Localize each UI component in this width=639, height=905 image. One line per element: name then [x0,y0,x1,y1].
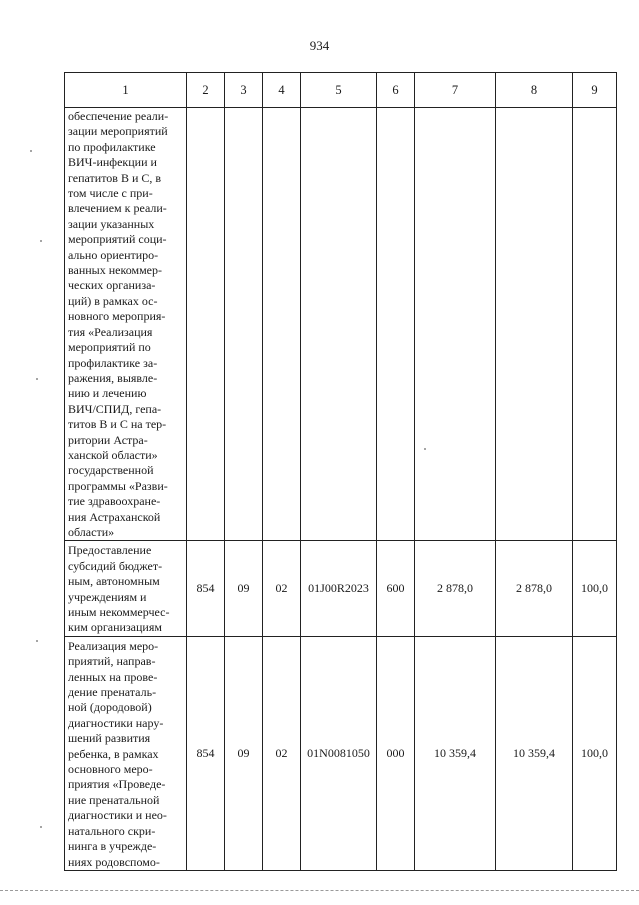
row-cell-7 [415,108,496,541]
row-name-line: Реализация меро- [68,638,159,653]
row-name-line: ванных некоммер- [68,263,162,278]
table-row [65,108,617,541]
row-name-line: мероприятий по [68,340,151,355]
row-name-line: натального скри- [68,823,156,838]
row-name-cell [65,541,187,636]
row-cell-2: 854 [187,636,225,870]
budget-table [64,72,617,871]
row-name-line: ния Астраханской [68,509,161,524]
row-cell-7: 10 359,4 [415,636,496,870]
row-name-line: ражения, выявле- [68,370,158,385]
scan-edge-line [0,890,639,891]
row-cell-9 [573,108,617,541]
row-cell-6: 600 [377,541,415,636]
row-name-cell [65,636,187,870]
row-cell-7: 2 878,0 [415,541,496,636]
row-name-line: ким организациям [68,620,162,635]
row-name-line: программы «Разви- [68,478,168,493]
row-cell-3: 09 [225,636,263,870]
header-cell-2: 2 [187,73,225,108]
row-name-line: ленных на прове- [68,669,158,684]
row-name-line: основного меро- [68,762,153,777]
scan-speck [40,826,42,828]
header-row [65,73,617,108]
scan-speck [36,640,38,642]
row-name-line: иным некоммерчес- [68,605,170,619]
row-name-line: ВИЧ/СПИД, гепа- [68,401,162,416]
row-cell-3: 09 [225,541,263,636]
scan-speck [30,150,32,152]
row-name-line: Предоставление [68,543,152,558]
row-name-line: гепатитов В и С, в [68,170,162,185]
row-cell-4: 02 [263,541,301,636]
header-cell-4: 4 [263,73,301,108]
table-row [65,636,617,870]
row-name-line: обеспечение реали- [68,109,169,123]
row-cell-9: 100,0 [573,636,617,870]
row-cell-4: 02 [263,636,301,870]
row-name-line: диагностики и нео- [68,808,167,823]
row-name-line: шений развития [68,731,151,746]
header-cell-6: 6 [377,73,415,108]
row-name-line: области» [68,524,115,539]
row-name-line: ритории Астра- [68,432,148,447]
row-name-line: титов В и С на тер- [68,417,167,432]
page-number: 934 [309,38,330,53]
table-row [65,541,617,636]
row-name-line: тия «Реализация [68,324,153,339]
row-name-line: по профилактике [68,139,156,154]
row-name-line: приятия «Проведе- [68,777,166,792]
row-name-line: зации указанных [68,216,155,231]
row-name-line: профилактике за- [68,355,158,370]
row-name-line: ханской области» [68,447,158,462]
row-cell-4 [263,108,301,541]
row-cell-8 [496,108,573,541]
row-cell-8: 2 878,0 [496,541,573,636]
row-name-line: новного мероприя- [68,309,166,324]
row-name-line: ребенка, в рамках [68,746,159,761]
header-cell-9: 9 [573,73,617,108]
row-name-line: нию и лечению [68,386,147,401]
row-cell-6 [377,108,415,541]
row-name-line: ций) в рамках ос- [68,293,158,308]
row-name-line: государственной [68,463,154,478]
row-name-line: учреждениям и [68,589,147,604]
row-cell-2: 854 [187,541,225,636]
row-name-line: влечением к реали- [68,201,167,216]
row-name-line: нинга в учрежде- [68,839,157,854]
row-name-line: ной (дородовой) [68,700,152,715]
row-cell-5 [301,108,377,541]
row-name-line: мероприятий соци- [68,232,167,247]
row-name-line: ческих организа- [68,278,156,293]
row-name-cell [65,108,187,541]
row-name-line: диагностики нару- [68,715,164,730]
row-cell-8: 10 359,4 [496,636,573,870]
row-name-line: ниях родовспомо- [68,854,160,869]
row-cell-2 [187,108,225,541]
row-name-line: дение пренаталь- [68,685,157,700]
header-cell-7: 7 [415,73,496,108]
header-cell-8: 8 [496,73,573,108]
row-cell-9: 100,0 [573,541,617,636]
row-name-line: приятий, направ- [68,654,156,669]
row-name-line: ально ориентиро- [68,247,159,262]
row-cell-5: 01J00R2023 [301,541,377,636]
row-name-line: ным, автономным [68,574,160,589]
row-cell-3 [225,108,263,541]
row-name-line: тие здравоохране- [68,494,161,509]
scan-speck [424,448,426,450]
row-name-line: ние пренатальной [68,792,160,807]
header-cell-1: 1 [65,73,187,108]
row-name-line: том числе с при- [68,186,153,201]
row-name-line: ВИЧ-инфекции и [68,155,157,170]
row-cell-5: 01N0081050 [301,636,377,870]
row-name-line: субсидий бюджет- [68,558,163,573]
row-cell-6: 000 [377,636,415,870]
header-cell-3: 3 [225,73,263,108]
header-cell-5: 5 [301,73,377,108]
row-name-line: зации мероприятий [68,124,168,139]
scan-speck [36,378,38,380]
scan-speck [40,240,42,242]
